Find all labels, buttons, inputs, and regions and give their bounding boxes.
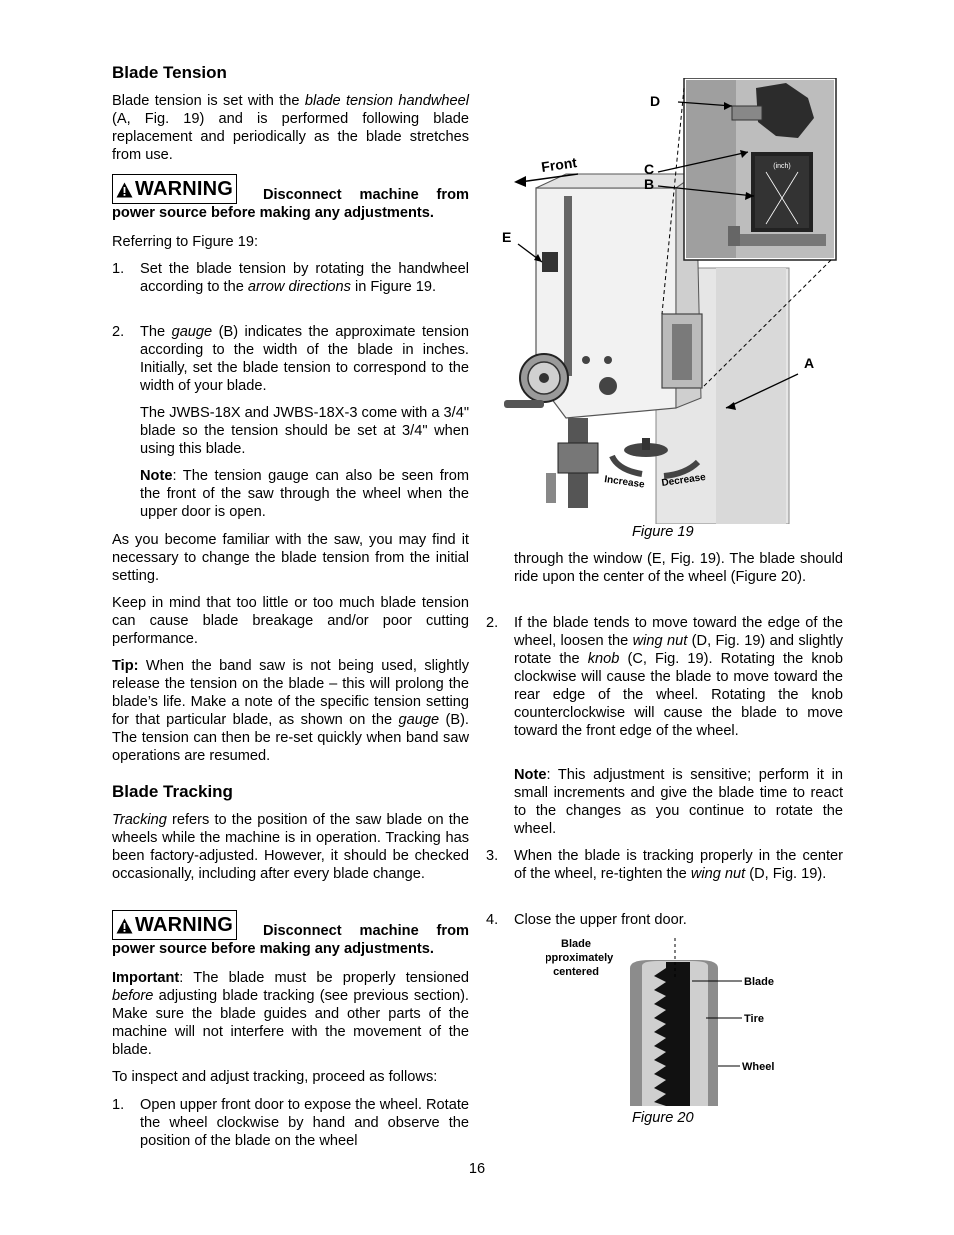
keep-in-mind-paragraph: Keep in mind that too little or too much blade tension can cause blade breakage and/or poor cutting performance. (112, 595, 469, 647)
step-text: The gauge (B) indicates the approximate tension according to the width of the blade in inches. Initially, set the blade tension to correspond to the width of your blade. (140, 324, 470, 394)
warning-text-2-cont: power source before making any adjustments. (112, 941, 434, 957)
warning-triangle-icon (116, 918, 133, 934)
step-text: Set the blade tension by rotating the handwheel according to the arrow directions in Figure 19. (140, 261, 469, 295)
step-number: 4. (486, 912, 499, 928)
step-number: 2. (486, 615, 499, 631)
label-b: B (644, 176, 655, 192)
svg-text:(inch): (inch) (773, 163, 791, 170)
step-number: 1. (112, 261, 125, 277)
tire-label: Tire (744, 1013, 764, 1025)
wheel-label: Wheel (742, 1061, 775, 1073)
label-d: D (650, 93, 661, 109)
label-e: E (502, 229, 512, 245)
tracking-intro: Tracking refers to the position of the saw blade on the wheels while the machine is in operation. Tracking has been factory-adjusted. However, it should be checked occasionally, including after every blade change. (112, 812, 469, 882)
figure-20-caption: Figure 20 (632, 1110, 694, 1126)
warning-block-2 (112, 910, 469, 958)
step-text: When the blade is tracking properly in the center of the wheel, re-tighten the wing nut (D, Fig. 19). (514, 848, 843, 882)
warning-block-1 (112, 174, 469, 222)
warning-text-2: Disconnect machine from (262, 923, 469, 939)
warning-text-1: Disconnect machine from (262, 187, 469, 203)
label-a: A (804, 355, 815, 371)
tracking-note: Note: This adjustment is sensitive; perform it in small increments and give the blade time to react to the changes as you continue to rotate the wheel. (514, 767, 843, 837)
blade-tracking-heading: Blade Tracking (112, 782, 233, 801)
step-number: 3. (486, 848, 499, 864)
tension-note: Note: The tension gauge can also be seen from the front of the saw through the wheel when the upper door is open. (140, 468, 469, 520)
decrease-label: Decrease (660, 471, 707, 489)
centered-label-2: approximately (546, 952, 614, 964)
step-text: If the blade tends to move toward the edge of the wheel, loosen the wing nut (D, Fig. 19) and slightly rotate the knob (C, Fig. 19). Rotating the knob clockwise will cause the blade to move toward the rear edge of the wheel. Rotating the knob counterclockwise will cause the blade to move toward the front edge of the wheel. (514, 615, 843, 739)
step-number: 1. (112, 1097, 125, 1113)
page-number: 16 (468, 1161, 486, 1177)
centered-label-1: Blade (561, 938, 591, 950)
figure-19 (486, 78, 843, 524)
inspect-paragraph: To inspect and adjust tracking, proceed as follows: (112, 1069, 438, 1085)
familiar-paragraph: As you become familiar with the saw, you may find it necessary to change the blade tension from the initial setting. (112, 532, 469, 584)
step-number: 2. (112, 324, 125, 340)
figure-19-caption: Figure 19 (632, 524, 694, 540)
increase-label: Increase (603, 474, 646, 491)
band-saw-illustration (486, 78, 843, 524)
blade-centered-diagram (546, 934, 806, 1106)
blade-label: Blade (744, 976, 774, 988)
label-c: C (644, 161, 655, 177)
referring-text: Referring to Figure 19: (112, 234, 259, 250)
warning-badge: WARNING (112, 174, 237, 204)
front-label: Front (540, 154, 578, 175)
step-text: Open upper front door to expose the wheel. Rotate the wheel clockwise by hand and observe the position of the blade on the wheel (140, 1097, 469, 1149)
figure-20 (546, 934, 806, 1106)
warning-badge: WARNING (112, 910, 237, 940)
warning-text-1-cont: power source before making any adjustments. (112, 205, 434, 221)
step-text: Close the upper front door. (514, 912, 687, 928)
tracking-step-1-cont: through the window (E, Fig. 19). The blade should ride upon the center of the wheel (Figure 20). (514, 551, 843, 585)
blade-tension-heading: Blade Tension (112, 63, 227, 82)
blade-tension-intro: Blade tension is set with the blade tension handwheel (A, Fig. 19) and is performed following blade replacement and periodically as the blade stretches from use. (112, 93, 469, 163)
tension-step-2-extra: The JWBS-18X and JWBS-18X-3 come with a 3/4" blade so the tension should be set at 3/4" when using this blade. (140, 405, 469, 457)
warning-triangle-icon (116, 182, 133, 198)
centered-label-3: centered (553, 966, 599, 978)
tip-paragraph: Tip: When the band saw is not being used, slightly release the tension on the blade – this will prolong the blade’s life. Make a note of the specific tension setting for that particular blade, as shown on the gauge (B). The tension can then be re-set quickly when band saw operations are resumed. (112, 658, 469, 764)
important-paragraph: Important: The blade must be properly tensioned before adjusting blade tracking (see previous section). Make sure the blade guides and other parts of the machine will not interfere with the movement of the blade. (112, 970, 469, 1058)
